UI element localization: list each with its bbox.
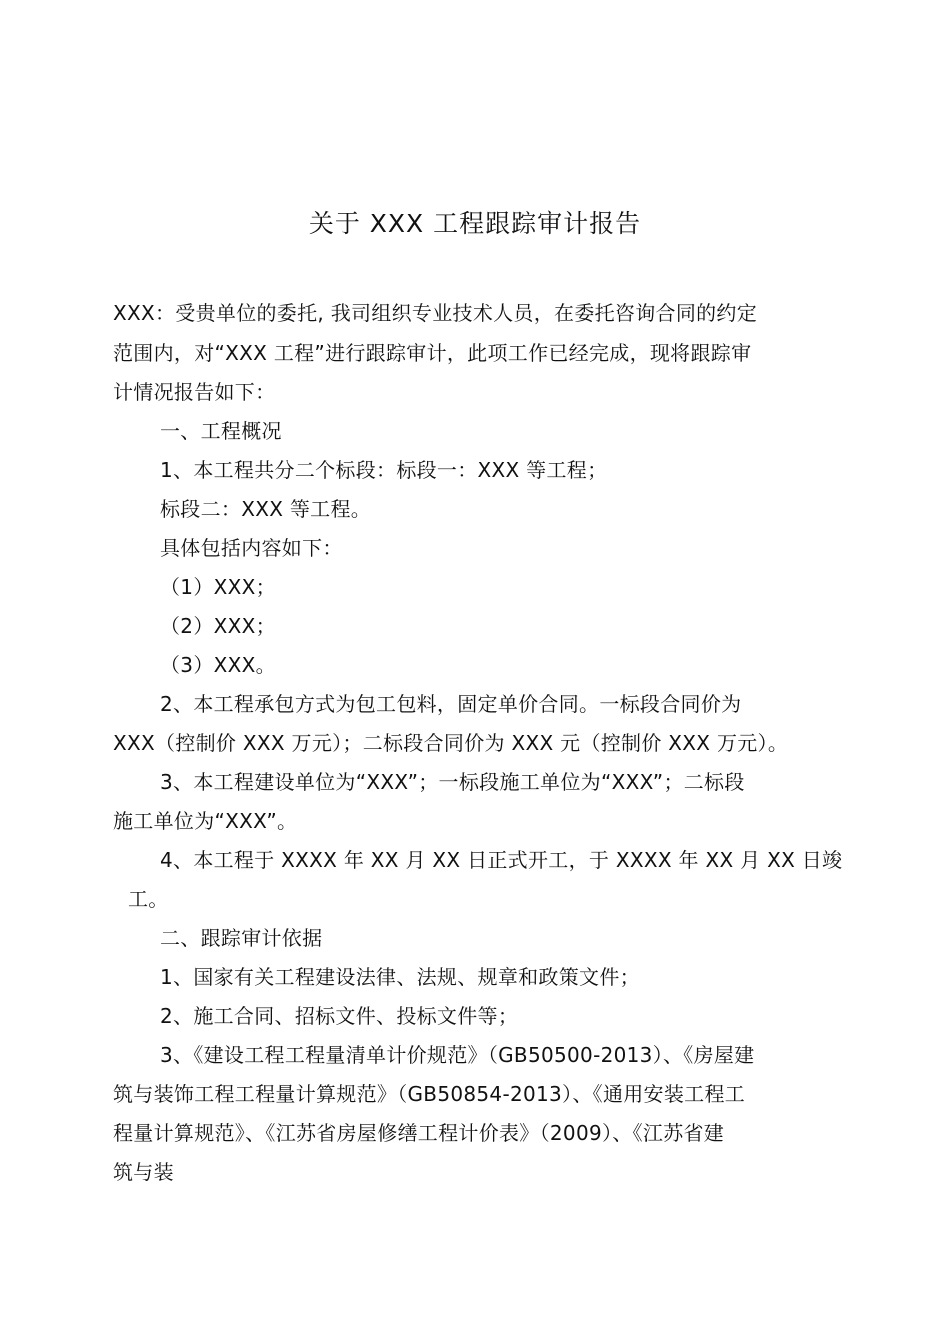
text-line: 筑与装饰工程工程量计算规范》（GB50854-2013）、《通用安装工程工 bbox=[113, 1082, 746, 1106]
section-heading: 一、工程概况 bbox=[160, 419, 282, 443]
section-heading: 二、跟踪审计依据 bbox=[160, 926, 323, 950]
text-line: 程量计算规范》、《江苏省房屋修缮工程计价表》（2009）、《江苏省建 bbox=[113, 1121, 725, 1145]
text-line: 3、本工程建设单位为“XXX”；一标段施工单位为“XXX”；二标段 bbox=[160, 770, 745, 794]
text-line: 2、施工合同、招标文件、投标文件等； bbox=[160, 1004, 519, 1028]
text-line: 2、本工程承包方式为包工包料，固定单价合同。一标段合同价为 bbox=[160, 692, 742, 716]
text-line: 3、《建设工程工程量清单计价规范》（GB50500-2013）、《房屋建 bbox=[160, 1043, 755, 1067]
text-line: 工。 bbox=[128, 887, 169, 911]
text-line: 标段二：XXX 等工程。 bbox=[160, 497, 372, 521]
list-item: （3）XXX。 bbox=[160, 653, 276, 677]
text-line: 计情况报告如下： bbox=[113, 380, 276, 404]
text-line: XXX（控制价 XXX 万元）；二标段合同价为 XXX 元（控制价 XXX 万元）。 bbox=[113, 731, 789, 755]
list-item: （1）XXX； bbox=[160, 575, 276, 599]
text-line: 1、本工程共分二个标段：标段一：XXX 等工程； bbox=[160, 458, 608, 482]
text-line: 4、本工程于 XXXX 年 XX 月 XX 日正式开工，于 XXXX 年 XX 月 XX 日竣 bbox=[160, 848, 843, 872]
list-item: （2）XXX； bbox=[160, 614, 276, 638]
text-line: 筑与装 bbox=[113, 1160, 174, 1184]
text-line: XXX：受贵单位的委托, 我司组织专业技术人员，在委托咨询合同的约定 bbox=[113, 301, 758, 325]
text-line: 施工单位为“XXX”。 bbox=[113, 809, 298, 833]
text-line: 1、国家有关工程建设法律、法规、规章和政策文件； bbox=[160, 965, 640, 989]
text-line: 具体包括内容如下： bbox=[160, 536, 343, 560]
document-title: 关于 XXX 工程跟踪审计报告 bbox=[308, 209, 642, 238]
text-line: 范围内，对“XXX 工程”进行跟踪审计，此项工作已经完成，现将跟踪审 bbox=[113, 341, 752, 365]
